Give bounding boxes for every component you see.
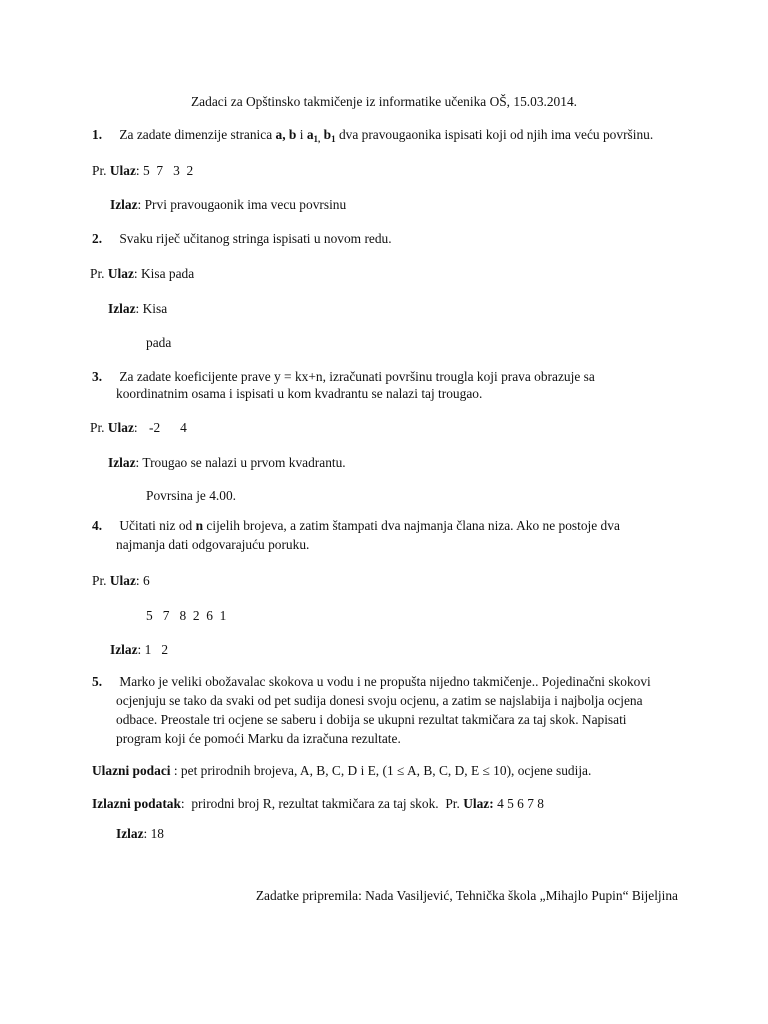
task-5-output-data: Izlazni podatak: prirodni broj R, rezultat takmičara za taj skok. Pr. Ulaz: 4 5 6 7 8 (92, 796, 544, 811)
task-4-example-input: Pr. Ulaz: 6 (92, 573, 150, 588)
task-3-example-output-line-2: Povrsina je 4.00. (146, 488, 237, 503)
task-4-statement: 4. Učitati niz od n cijelih brojeva, a zatim štampati dva najmanja člana niza. Ako ne postoje dva (92, 518, 620, 533)
task-2-example-output: Izlaz: Kisa (108, 301, 168, 316)
task-5-example-output: Izlaz: 18 (116, 826, 164, 841)
task-5-statement-line-3: odbace. Preostale tri ocjene se saberu i dobija se ukupni rezultat takmičara za taj skok. Napisati (116, 712, 627, 727)
task-4-example-output: Izlaz: 1 2 (110, 642, 169, 657)
task-1-statement: 1. Za zadate dimenzije stranica a, b i $a_{1,}$ $b_1$ dva pravougaonika ispisati koji od njih ima veću površinu. (92, 127, 654, 144)
task-3-statement: 3. Za zadate koeficijente prave y = kx+n, izračunati površinu trougla koji prava obrazuje sa (92, 369, 595, 384)
task-1-number: 1. (92, 127, 103, 142)
task-3-example-output: Izlaz: Trougao se nalazi u prvom kvadrantu. (108, 455, 346, 470)
document-title: Zadaci za Opštinsko takmičenje iz informatike učenika OŠ, 15.03.2014. (191, 94, 577, 109)
task-4-example-input-line-2: 5 7 8 2 6 1 (146, 608, 227, 623)
task-5-input-data: Ulazni podaci : pet prirodnih brojeva, A, B, C, D i E, (1 ≤ A, B, C, D, E ≤ 10), ocjene sudija. (92, 763, 592, 778)
task-4-statement-line-2: najmanja dati odgovarajuću poruku. (116, 537, 310, 552)
task-2-example-input: Pr. Ulaz: Kisa pada (90, 266, 195, 281)
task-3-example-input: Pr. Ulaz: -2 4 (90, 420, 187, 435)
task-3-number: 3. (92, 369, 103, 384)
task-1-example-output: Izlaz: Prvi pravougaonik ima vecu povrsinu (110, 197, 347, 212)
task-2-statement: 2. Svaku riječ učitanog stringa ispisati u novom redu. (92, 231, 392, 246)
task-5-statement: 5. Marko je veliki obožavalac skokova u vodu i ne propušta nijedno takmičenje.. Pojedinačni skokovi (92, 674, 651, 689)
task-5-statement-line-2: ocjenjuju se tako da svaki od pet sudija donesi svoju ocjenu, a zatim se najslabija i najbolja ocjena (116, 693, 643, 708)
task-2-example-output-line-2: pada (146, 335, 172, 350)
document-footer: Zadatke pripremila: Nada Vasiljević, Tehnička škola „Mihajlo Pupin“ Bijeljina (255, 888, 678, 903)
task-5-number: 5. (92, 674, 103, 689)
task-1-example-input: Pr. Ulaz: 5 7 3 2 (92, 163, 194, 178)
task-2-number: 2. (92, 231, 103, 246)
task-3-statement-line-2: koordinatnim osama i ispisati u kom kvadrantu se nalazi taj trougao. (116, 386, 483, 401)
task-4-number: 4. (92, 518, 103, 533)
task-5-statement-line-4: program koji će pomoći Marku da izračuna rezultate. (116, 731, 401, 746)
